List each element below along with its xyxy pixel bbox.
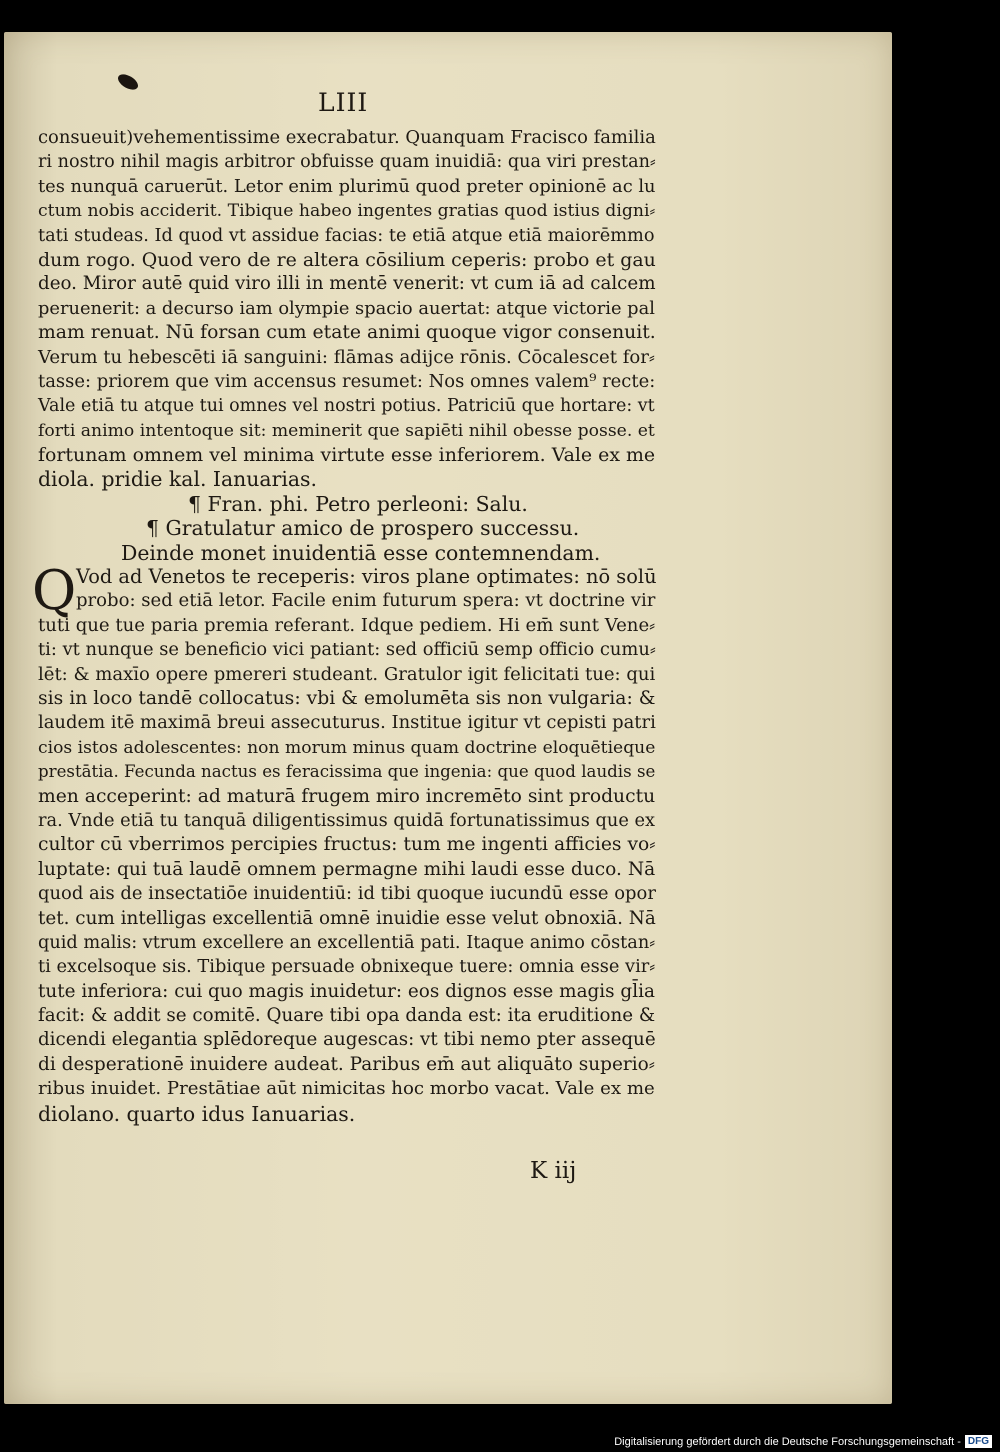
text-line: laudem itē maximā breui assecuturus. Institue igitur vt cepisti patri — [38, 712, 656, 734]
text-line: facit: & addit se comitē. Quare tibi opa danda est: ita eruditione & — [38, 1005, 656, 1027]
text-line: lēt: & maxīo opere pmereri studeant. Gratulor igit felicitati tue: qui — [38, 663, 656, 685]
text-line: probo: sed etiā letor. Facile enim futurum spera: vt doctrine vir — [76, 590, 656, 612]
text-line: quod ais de insectatiōe inuidentiū: id tibi quoque iucundū esse opor — [38, 883, 656, 905]
letter-salutation: ¶ Fran. phi. Petro perleoni: Salu. — [188, 491, 528, 516]
text-line: diolano. quarto idus Ianuarias. — [38, 1101, 356, 1126]
text-line: tes nunquā caruerūt. Letor enim plurimū quod preter opinionē ac lu — [38, 175, 656, 197]
text-line: consueuit)vehementissime execrabatur. Quanquam Fracisco familia — [38, 127, 656, 148]
text-line: cios istos adolescentes: non morum minus quam doctrine eloquētieque — [38, 737, 656, 758]
text-line: ctum nobis acciderit. Tibique habeo ingentes gratias quod istius digni⸗ — [38, 201, 656, 222]
text-block — [32, 126, 668, 1126]
text-line: ra. Vnde etiā tu tanquā diligentissimus quidā fortunatissimus que ex — [38, 810, 655, 831]
text-line: ribus inuidet. Prestātiae aūt nimicitas hoc morbo vacat. Vale ex me — [38, 1078, 655, 1100]
ink-blot — [115, 71, 140, 92]
text-line: ti: vt nunque se beneficio vici patiant: sed officiū semp officio cumu⸗ — [38, 639, 656, 661]
text-line: dicendi elegantia splēdoreque augescas: vt tibi nemo pter assequē — [38, 1029, 656, 1051]
text-line: deo. Miror autē quid viro illi in mentē venerit: vt cum iā ad calcem — [38, 273, 656, 295]
text-line: luptate: qui tuā laudē omnem permagne mihi laudi esse duco. Nā — [38, 858, 656, 880]
text-line: tuti que tue paria premia referant. Idque pediem. Hi em̄ sunt Vene⸗ — [38, 614, 656, 636]
text-line: di desperationē inuidere audeat. Paribus em̄ aut aliquāto superio⸗ — [38, 1053, 655, 1075]
text-line: tute inferiora: cui quo magis inuidetur: eos dignos esse magis gl̄ia — [38, 980, 655, 1002]
text-line: prestātia. Fecunda nactus es feracissima que ingenia: que quod laudis se — [38, 762, 656, 782]
text-line: fortunam omnem vel minima virtute esse inferiorem. Vale ex me — [38, 444, 656, 467]
text-line: quid malis: vtrum excellere an excellentiā pati. Itaque animo cōstan⸗ — [38, 932, 656, 953]
text-line: Verum tu hebescēti iā sanguini: flāmas adijce rōnis. Cōcalescet for⸗ — [38, 346, 655, 368]
footer-credit — [614, 1435, 992, 1448]
text-line: forti animo intentoque sit: meminerit que sapiēti nihil obesse posse. et — [38, 420, 655, 441]
dfg-logo: DFG — [965, 1435, 992, 1448]
text-line: Vale etiā tu atque tui omnes vel nostri potius. Patriciū que hortare: vt — [38, 396, 655, 417]
text-line: ri nostro nihil magis arbitror obfuisse quam inuidiā: qua viri prestan⸗ — [38, 152, 656, 173]
text-line: sis in loco tandē collocatus: vbi & emolumēta sis non vulgaria: & — [38, 687, 656, 709]
letter-summary-continued: Deinde monet inuidentiā esse contemnendam. — [121, 540, 601, 565]
text-line: peruenerit: a decurso iam olympie spacio auertat: atque victorie pal — [38, 297, 655, 319]
text-line: tati studeas. Id quod vt assidue facias: te etiā atque etiā maiorēmmo — [38, 225, 655, 246]
drop-cap: Q — [32, 559, 77, 623]
signature-mark: K iij — [530, 1158, 577, 1184]
footer-text: Digitalisierung gefördert durch die Deutsche Forschungsgemeinschaft - — [614, 1435, 961, 1448]
letter-summary: ¶ Gratulatur amico de prospero successu. — [146, 516, 580, 541]
text-line-content: Vod ad Venetos te receperis: viros plane optimates: nō solū — [76, 565, 657, 589]
text-line: cultor cū vberrimos percipies fructus: tum me ingenti afficies vo⸗ — [38, 834, 656, 856]
text-line: tet. cum intelligas excellentiā omnē inuidie esse velut obnoxiā. Nā — [38, 907, 656, 929]
text-line: mam renuat. Nū forsan cum etate animi quoque vigor consenuit. — [38, 322, 656, 344]
text-line: tasse: priorem que vim accensus resumet: Nos omnes valem⁹ recte: — [38, 370, 656, 392]
text-line: dum rogo. Quod vero de re altera cōsilium ceperis: probo et gau — [38, 248, 656, 271]
text-line: diola. pridie kal. Ianuarias. — [38, 467, 317, 492]
text-line: ti excelsoque sis. Tibique persuade obnixeque tuere: omnia esse vir⸗ — [38, 956, 656, 978]
folio-number: LIII — [318, 88, 369, 117]
text-line: men acceperint: ad maturā frugem miro incremēto sint productu — [38, 785, 656, 807]
